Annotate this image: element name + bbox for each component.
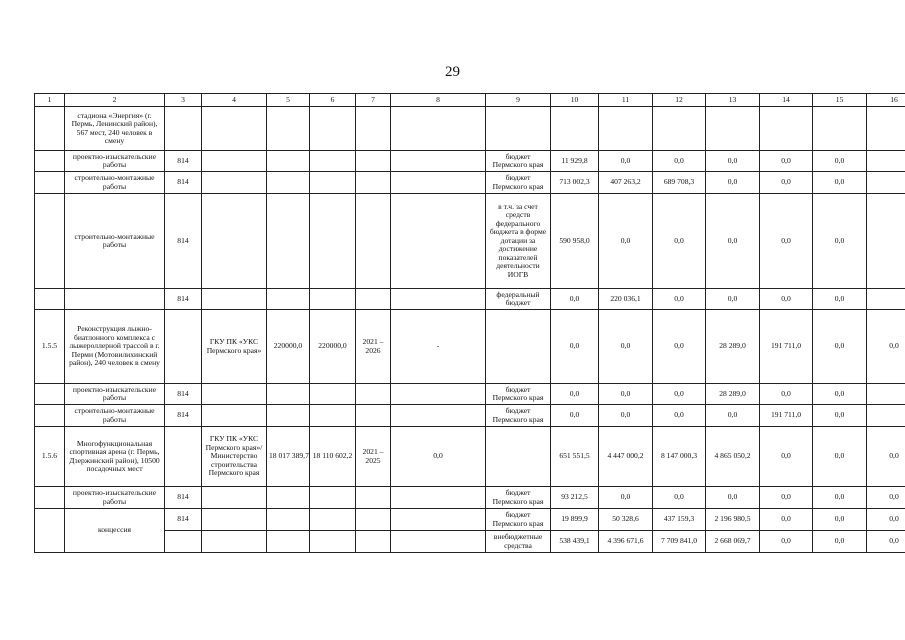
amount-cell: 0,0 — [551, 310, 599, 384]
col-header: 7 — [356, 94, 391, 107]
amount-cell: 651 551,5 — [551, 427, 599, 487]
amount-cell: 0,0 — [599, 310, 653, 384]
col-header: 10 — [551, 94, 599, 107]
funding-source-cell: бюджет Пермского края — [486, 172, 551, 194]
amount-cell: 4 865 050,2 — [706, 427, 760, 487]
amount-cell: 0,0 — [813, 289, 867, 310]
table-row — [35, 509, 905, 531]
funding-source-cell: федеральный бюджет — [486, 289, 551, 310]
table-row — [35, 384, 905, 405]
amount-cell: 0,0 — [706, 405, 760, 427]
amount-cell: 0,0 — [760, 531, 813, 553]
col-header: 14 — [760, 94, 813, 107]
table-row — [35, 310, 905, 384]
amount-cell: 19 899,9 — [551, 509, 599, 531]
total-cost-cell: 18 110 602,2 — [310, 427, 356, 487]
amount-cell: 0,0 — [760, 151, 813, 172]
amount-cell: 0,0 — [653, 151, 706, 172]
amount-cell: 0,0 — [813, 151, 867, 172]
col-header: 2 — [65, 94, 165, 107]
amount-cell: 0,0 — [813, 427, 867, 487]
prior-funding-cell: - — [391, 310, 486, 384]
col-header: 12 — [653, 94, 706, 107]
amount-cell: 0,0 — [813, 487, 867, 509]
amount-cell: 50 328,6 — [599, 509, 653, 531]
funding-source-cell: бюджет Пермского края — [486, 405, 551, 427]
col-header: 5 — [267, 94, 310, 107]
col-header: 13 — [706, 94, 760, 107]
object-name-cell: стадиона «Энергия» (г. Пермь, Ленинский район), 567 мест, 240 человек в смену — [65, 107, 165, 151]
amount-cell: 0,0 — [706, 289, 760, 310]
amount-cell: 4 396 671,6 — [599, 531, 653, 553]
funding-source-cell: бюджет Пермского края — [486, 487, 551, 509]
item-number-cell: 1.5.6 — [35, 427, 65, 487]
table-row — [35, 289, 905, 310]
amount-cell: 0,0 — [653, 405, 706, 427]
amount-cell: 191 711,0 — [760, 310, 813, 384]
work-type-cell: строительно-монтажные работы — [65, 194, 165, 289]
table-row — [35, 151, 905, 172]
kvsr-code-cell: 814 — [165, 487, 202, 509]
kvsr-code-cell: 814 — [165, 405, 202, 427]
period-cell: 2021 – 2025 — [356, 427, 391, 487]
amount-cell: 2 196 980,5 — [706, 509, 760, 531]
amount-cell: 0,0 — [813, 405, 867, 427]
amount-cell: 0,0 — [760, 289, 813, 310]
kvsr-code-cell: 814 — [165, 509, 202, 531]
amount-cell: 590 958,0 — [551, 194, 599, 289]
amount-cell: 0,0 — [867, 531, 905, 553]
amount-cell: 0,0 — [706, 172, 760, 194]
column-number-row — [35, 94, 905, 107]
amount-cell: 0,0 — [813, 531, 867, 553]
amount-cell: 0,0 — [706, 194, 760, 289]
table-row — [35, 487, 905, 509]
amount-cell: 0,0 — [706, 487, 760, 509]
funding-source-cell: бюджет Пермского края — [486, 151, 551, 172]
amount-cell: 0,0 — [760, 194, 813, 289]
amount-cell: 11 929,8 — [551, 151, 599, 172]
amount-cell: 0,0 — [706, 151, 760, 172]
amount-cell: 0,0 — [813, 172, 867, 194]
amount-cell: 0,0 — [867, 427, 905, 487]
amount-cell: 0,0 — [813, 509, 867, 531]
prior-funding-cell: 0,0 — [391, 427, 486, 487]
amount-cell: 0,0 — [653, 194, 706, 289]
period-cell: 2021 – 2026 — [356, 310, 391, 384]
col-header: 1 — [35, 94, 65, 107]
work-type-cell: концессия — [65, 509, 165, 553]
kvsr-code-cell: 814 — [165, 194, 202, 289]
amount-cell: 689 708,3 — [653, 172, 706, 194]
col-header: 8 — [391, 94, 486, 107]
amount-cell: 0,0 — [867, 487, 905, 509]
amount-cell: 0,0 — [551, 384, 599, 405]
amount-cell: 0,0 — [760, 172, 813, 194]
table-row — [35, 107, 905, 151]
page-number: 29 — [445, 64, 460, 80]
amount-cell: 0,0 — [599, 194, 653, 289]
kvsr-code-cell: 814 — [165, 151, 202, 172]
amount-cell: 8 147 000,3 — [653, 427, 706, 487]
amount-cell: 538 439,1 — [551, 531, 599, 553]
amount-cell: 0,0 — [551, 289, 599, 310]
funding-source-cell: бюджет Пермского края — [486, 384, 551, 405]
work-type-cell: строительно-монтажные работы — [65, 405, 165, 427]
work-type-cell: проектно-изыскательские работы — [65, 487, 165, 509]
amount-cell: 0,0 — [653, 310, 706, 384]
amount-cell: 0,0 — [551, 405, 599, 427]
customer-cell: ГКУ ПК «УКС Пермского края» — [202, 310, 267, 384]
kvsr-code-cell: 814 — [165, 172, 202, 194]
col-header: 11 — [599, 94, 653, 107]
amount-cell: 0,0 — [813, 384, 867, 405]
amount-cell: 0,0 — [760, 487, 813, 509]
col-header: 15 — [813, 94, 867, 107]
amount-cell: 93 212,5 — [551, 487, 599, 509]
col-header: 3 — [165, 94, 202, 107]
funding-source-cell: внебюджетные средства — [486, 531, 551, 553]
program-table — [34, 93, 905, 553]
amount-cell: 0,0 — [599, 151, 653, 172]
amount-cell: 4 447 000,2 — [599, 427, 653, 487]
amount-cell: 0,0 — [599, 405, 653, 427]
amount-cell: 0,0 — [867, 310, 905, 384]
amount-cell: 713 002,3 — [551, 172, 599, 194]
amount-cell: 28 289,0 — [706, 310, 760, 384]
work-type-cell: проектно-изыскательские работы — [65, 151, 165, 172]
object-name-cell: Реконструкция лыжно-биатлонного комплекса с лыжероллерной трассой в г. Перми (Мотовилихинский район), 240 человек в смену — [65, 310, 165, 384]
amount-cell: 2 668 069,7 — [706, 531, 760, 553]
col-header: 9 — [486, 94, 551, 107]
amount-cell: 28 289,0 — [706, 384, 760, 405]
amount-cell: 0,0 — [760, 384, 813, 405]
table-row — [35, 194, 905, 289]
table-row — [35, 427, 905, 487]
amount-cell: 0,0 — [760, 427, 813, 487]
table-row — [35, 172, 905, 194]
customer-cell: ГКУ ПК «УКС Пермского края»/ Министерство строительства Пермского края — [202, 427, 267, 487]
amount-cell: 0,0 — [653, 487, 706, 509]
amount-cell: 437 159,3 — [653, 509, 706, 531]
estimated-cost-cell: 18 017 389,7 — [267, 427, 310, 487]
total-cost-cell: 220000,0 — [310, 310, 356, 384]
amount-cell: 7 709 841,0 — [653, 531, 706, 553]
col-header: 6 — [310, 94, 356, 107]
amount-cell: 220 036,1 — [599, 289, 653, 310]
amount-cell: 0,0 — [653, 384, 706, 405]
amount-cell: 0,0 — [760, 509, 813, 531]
amount-cell: 0,0 — [813, 194, 867, 289]
amount-cell: 0,0 — [599, 384, 653, 405]
col-header: 4 — [202, 94, 267, 107]
table-row — [35, 531, 905, 553]
object-name-cell: Многофункциональная спортивная арена (г. Пермь, Дзержинский район), 10500 посадочных мест — [65, 427, 165, 487]
funding-source-cell: бюджет Пермского края — [486, 509, 551, 531]
cell-number — [35, 107, 65, 151]
item-number-cell: 1.5.5 — [35, 310, 65, 384]
estimated-cost-cell: 220000,0 — [267, 310, 310, 384]
amount-cell: 191 711,0 — [760, 405, 813, 427]
amount-cell: 407 263,2 — [599, 172, 653, 194]
kvsr-code-cell: 814 — [165, 289, 202, 310]
kvsr-code-cell: 814 — [165, 384, 202, 405]
amount-cell: 0,0 — [599, 487, 653, 509]
table-row — [35, 405, 905, 427]
amount-cell: 0,0 — [813, 310, 867, 384]
work-type-cell: проектно-изыскательские работы — [65, 384, 165, 405]
amount-cell: 0,0 — [653, 289, 706, 310]
work-type-cell: строительно-монтажные работы — [65, 172, 165, 194]
col-header: 16 — [867, 94, 905, 107]
funding-source-cell: в т.ч. за счет средств федерального бюджета в форме дотации за достижение показателей деятельности ИОГВ — [486, 194, 551, 289]
amount-cell: 0,0 — [867, 509, 905, 531]
